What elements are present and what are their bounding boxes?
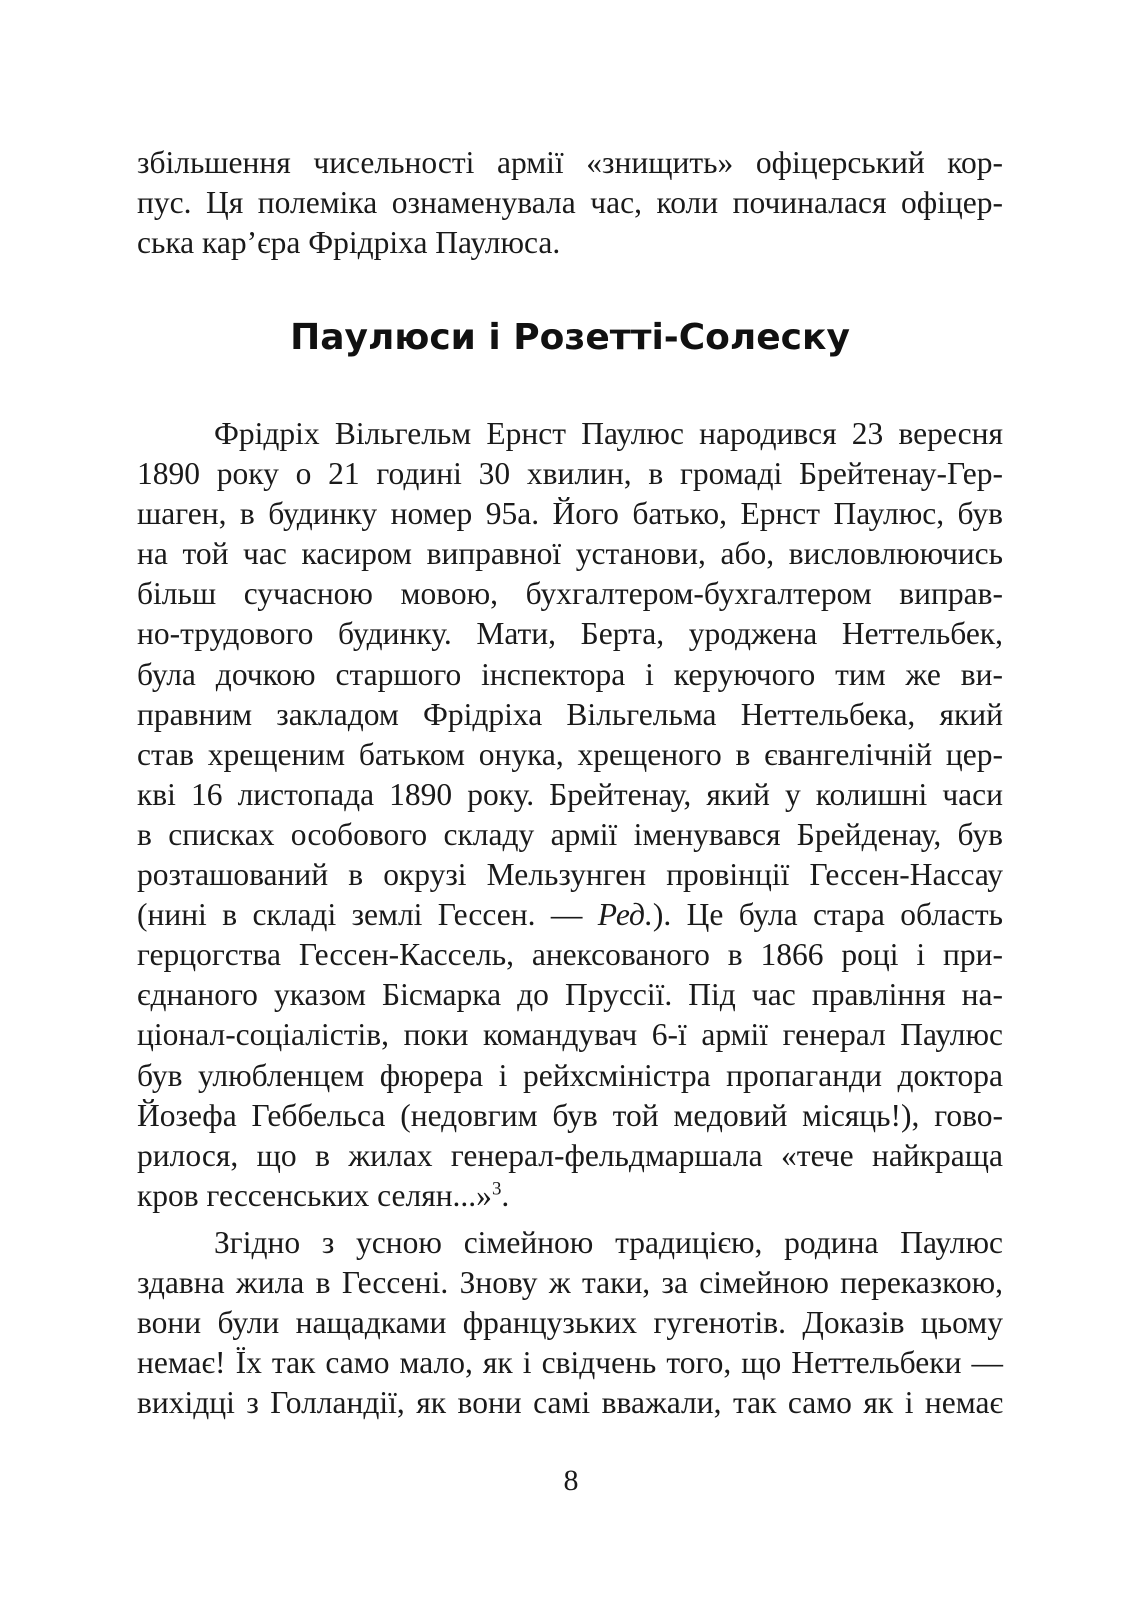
text-line: єднаного указом Бісмарка до Пруссії. Під час правління на- — [137, 977, 1003, 1013]
page-number: 8 — [563, 1464, 579, 1497]
text-segment: (нині в складі землі Гессен. — — [137, 897, 598, 933]
text-line: немає! Їх так само мало, як і свідчень того, що Неттельбеки — — [137, 1345, 1003, 1381]
text-line: шаген, в будинку номер 95а. Його батько, Ернст Паулюс, був — [137, 496, 1003, 532]
text-segment: кров гессенських селян...» — [137, 1177, 492, 1213]
intro-paragraph — [137, 143, 1003, 263]
text-line: більш сучасною мовою, бухгалтером-бухгалтером виправ- — [137, 576, 1003, 612]
text-line: була дочкою старшого інспектора і керуючого тим же ви- — [137, 656, 1003, 692]
editor-abbreviation: Ред. — [597, 897, 653, 933]
text-line: но-трудового будинку. Мати, Берта, уроджена Неттельбек, — [137, 616, 1003, 652]
text-line: правним закладом Фрідріха Вільгельма Неттельбека, який — [137, 696, 1003, 732]
text-line: здавна жила в Гессені. Знову ж таки, за сімейною переказкою, — [137, 1265, 1003, 1301]
text-line: збільшення чисельності армії «знищить» офіцерський кор- — [137, 145, 1003, 180]
paragraph-1 — [137, 414, 1003, 1216]
text-line: на той час касиром виправної установи, або, висловлюючись — [137, 536, 1003, 572]
text-line: рилося, що в жилах генерал-фельдмаршала «тече найкраща — [137, 1137, 1003, 1173]
text-segment: ). Це була стара область — [652, 897, 1004, 933]
text-line: герцогства Гессен-Кассель, анексованого в 1866 році і при- — [137, 937, 1003, 973]
text-line: ська кар’єра Фрідріха Паулюса. — [137, 225, 561, 261]
text-line-with-editor-note — [137, 895, 1003, 935]
text-line: в списках особового складу армії іменувався Брейденау, був — [137, 816, 1003, 852]
section-heading: Паулюси і Розетті-Солеску — [290, 317, 850, 358]
text-segment: . — [501, 1177, 510, 1213]
text-line: 1890 року о 21 годині 30 хвилин, в громаді Брейтенау-Гер- — [137, 456, 1003, 492]
text-line: кві 16 листопада 1890 року. Брейтенау, який у колишні часи — [137, 776, 1003, 812]
text-line: Згідно з усною сімейною традицією, родина Паулюс — [214, 1225, 1003, 1260]
text-line: ціонал-соціалістів, поки командувач 6-ї армії генерал Паулюс — [137, 1017, 1003, 1053]
text-line: пус. Ця полеміка ознаменувала час, коли починалася офіцер- — [137, 185, 1003, 221]
text-line: Йозефа Геббельса (недовгим був той медовий місяць!), гово- — [137, 1097, 1003, 1133]
text-line: став хрещеним батьком онука, хрещеного в євангелічній цер- — [137, 736, 1003, 772]
text-line: Фрідріх Вільгельм Ернст Паулюс народився 23 вересня — [214, 416, 1003, 451]
text-line: вихідці з Голландії, як вони самі вважали, так само як і немає — [137, 1385, 1003, 1421]
text-line: вони були нащадками французьких гугенотів. Доказів цьому — [137, 1305, 1003, 1341]
text-line-with-footnote — [137, 1176, 1003, 1216]
paragraph-2 — [137, 1223, 1003, 1423]
text-line: розташований в окрузі Мельзунген провінції Гессен-Нассау — [137, 857, 1003, 893]
footnote-marker[interactable]: 3 — [491, 1178, 502, 1200]
text-line: був улюбленцем фюрера і рейхсміністра пропаганди доктора — [137, 1057, 1003, 1093]
